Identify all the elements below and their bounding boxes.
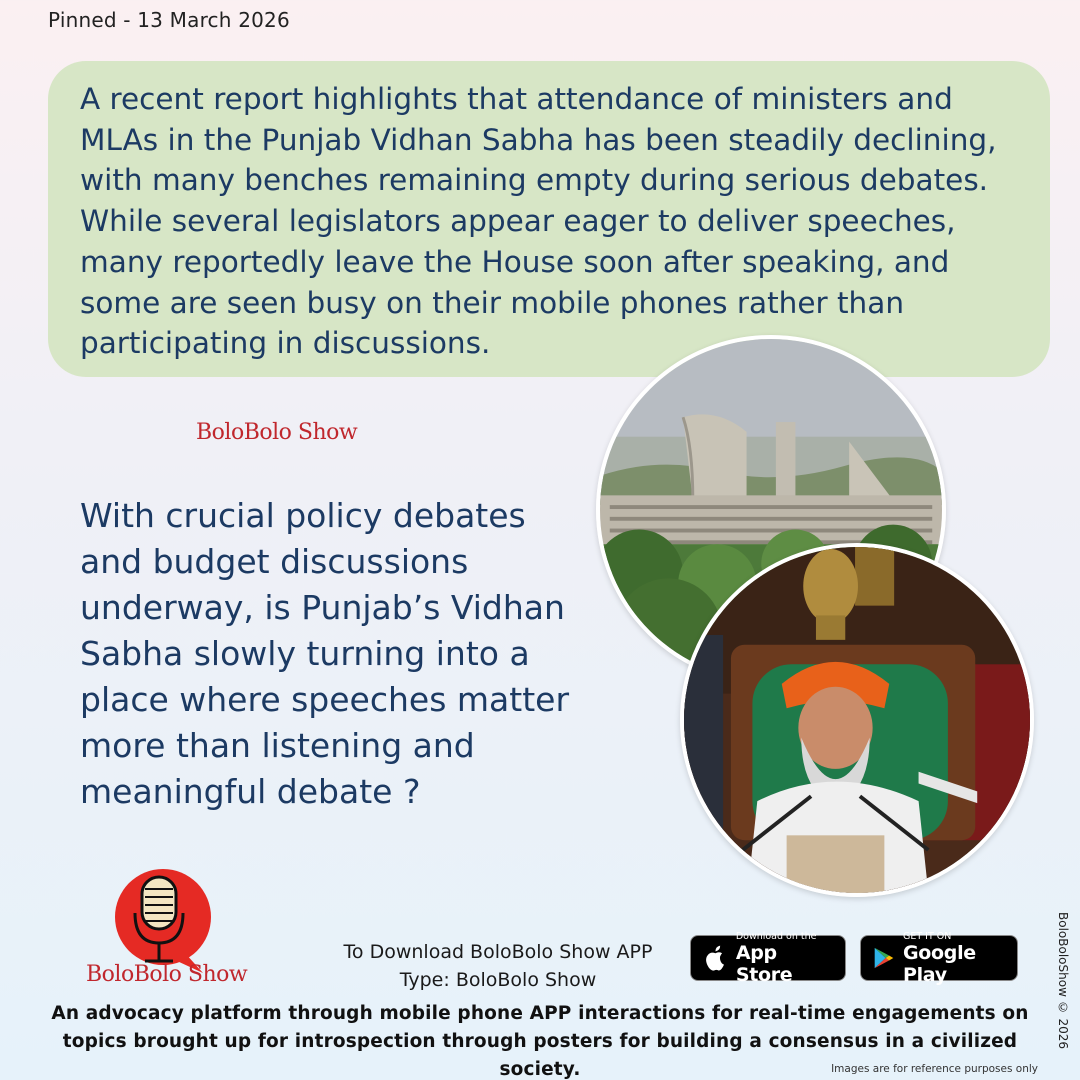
google-play-badge[interactable] bbox=[860, 930, 1018, 986]
google-play-icon bbox=[873, 944, 895, 972]
pinned-date: Pinned - 13 March 2026 bbox=[48, 8, 290, 32]
download-instructions bbox=[318, 938, 678, 994]
image-disclaimer: Images are for reference purposes only bbox=[831, 1063, 1038, 1075]
download-line-2: Type: BoloBolo Show bbox=[399, 969, 597, 991]
app-store-big-text: App Store bbox=[735, 941, 793, 986]
logo-wordmark: BoloBolo Show bbox=[86, 962, 248, 987]
report-card bbox=[48, 61, 1050, 377]
speaker-photo bbox=[680, 543, 1034, 897]
speaker-illustration bbox=[684, 547, 1030, 893]
copyright-vertical: BoloBoloShow © 2026 bbox=[1056, 912, 1070, 1050]
download-line-1: To Download BoloBolo Show APP bbox=[343, 941, 653, 963]
app-store-badge[interactable] bbox=[690, 930, 846, 986]
question-text: With crucial policy debates and budget discussions underway, is Punjab’s Vidhan Sabha slowly turning into a place where speeches matter more than listening and meaningful debate ? bbox=[80, 496, 570, 811]
mission-statement: An advocacy platform through mobile phone APP interactions for real-time engagements on topics brought up for introspection through posters for building a consensus in a civilized society. bbox=[51, 1003, 1029, 1080]
apple-icon bbox=[703, 943, 728, 973]
google-play-small-text: GET IT ON bbox=[902, 930, 952, 942]
google-play-big-text: Google Play bbox=[902, 941, 976, 986]
report-text: A recent report highlights that attendance of ministers and MLAs in the Punjab Vidhan Sabha has been steadily declining, with many benches remaining empty during serious debates. While several legislators appear eager to deliver speeches, many reportedly leave the House soon after speaking, and some are seen busy on their mobile phones rather than participating in discussions. bbox=[80, 82, 997, 361]
app-store-small-text: Download on the bbox=[735, 930, 817, 942]
brand-wordmark: BoloBolo Show bbox=[196, 420, 358, 445]
